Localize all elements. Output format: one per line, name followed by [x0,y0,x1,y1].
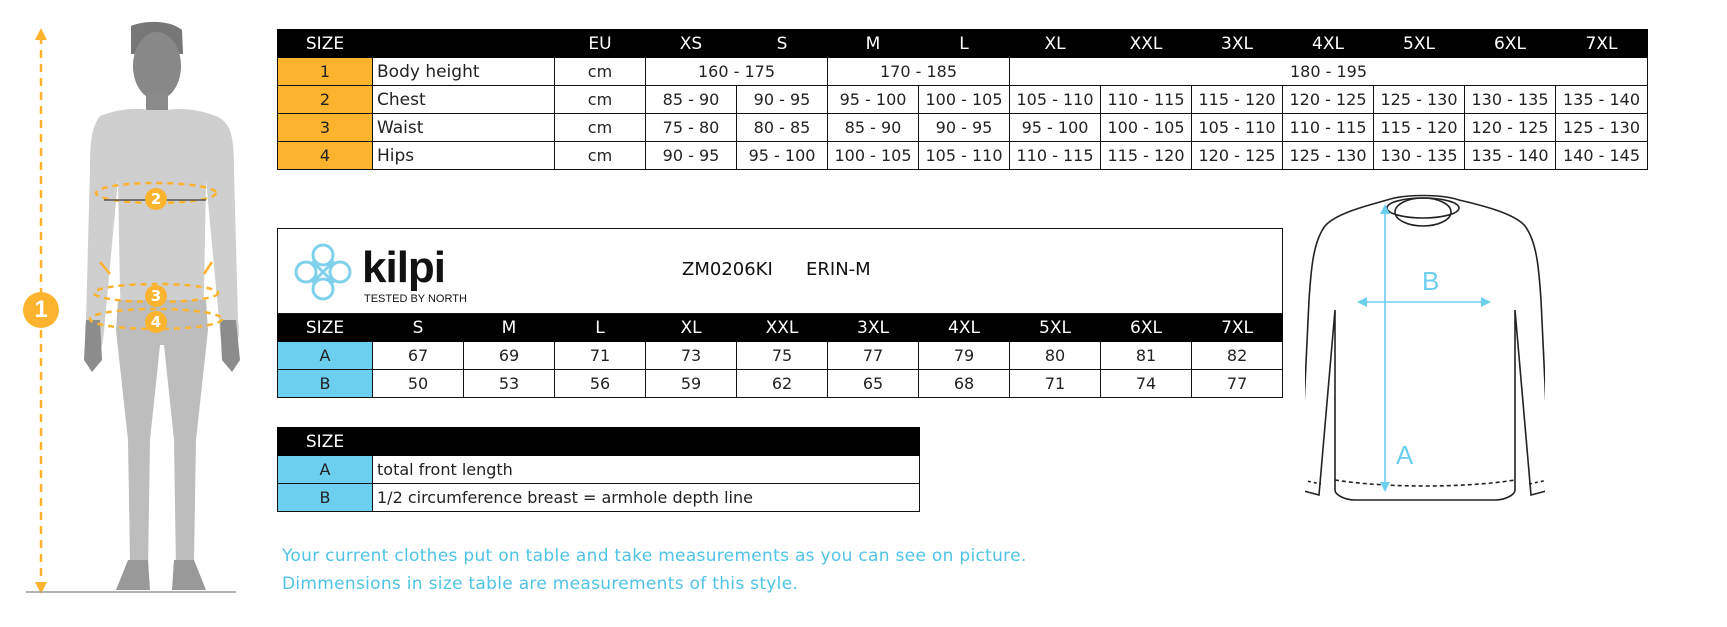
instruction-note: Your current clothes put on table and take measurements as you can see on picture. [282,546,1027,566]
table-cell: 81 [1101,342,1192,370]
table-cell: 74 [1101,370,1192,398]
height-marker: 1 [34,296,48,323]
table-row [278,86,1648,114]
table-cell: 75 [737,342,828,370]
row-unit: cm [555,58,646,86]
table-cell: 105 - 110 [1192,114,1283,142]
table-cell: 95 - 100 [1010,114,1101,142]
table-row [278,342,1283,370]
table-cell: 80 - 85 [737,114,828,142]
table-cell: 71 [1010,370,1101,398]
header-cell: EU [555,30,646,58]
table-cell: 120 - 125 [1192,142,1283,170]
product-size-table [277,228,1283,398]
row-label: A [278,342,373,370]
header-cell: SIZE [278,428,373,456]
table-cell: 73 [646,342,737,370]
table-cell: 100 - 105 [1101,114,1192,142]
measurement-legend-table [277,427,920,512]
row-label: A [278,456,373,484]
row-label: B [278,484,373,512]
header-cell [373,30,555,58]
table-cell: 130 - 135 [1465,86,1556,114]
table-cell: 120 - 125 [1465,114,1556,142]
table-cell: 67 [373,342,464,370]
product-name: ERIN-M [806,259,871,280]
header-cell: 3XL [828,314,919,342]
body-size-table [277,29,1648,170]
table-cell: 77 [1192,370,1283,398]
brand-name: kilpi [362,243,446,292]
table-row [278,114,1648,142]
kilpi-logo-icon [290,239,356,305]
row-label: Chest [373,86,555,114]
header-cell: XXL [737,314,828,342]
table-row [278,370,1283,398]
header-cell: M [464,314,555,342]
table-cell: 85 - 90 [828,114,919,142]
header-cell: SIZE [278,314,373,342]
header-cell: XL [1010,30,1101,58]
product-header-row [278,229,1283,314]
header-cell: 4XL [919,314,1010,342]
table-cell: 105 - 110 [919,142,1010,170]
table-cell: 56 [555,370,646,398]
row-label: B [278,370,373,398]
shirt-marker-b: B [1422,266,1440,296]
header-cell: L [555,314,646,342]
header-cell: XL [646,314,737,342]
table-cell: 100 - 105 [828,142,919,170]
header-cell: 4XL [1283,30,1374,58]
row-description: 1/2 circumference breast = armhole depth line [373,484,920,512]
table-cell: 69 [464,342,555,370]
row-unit: cm [555,114,646,142]
table-cell: 135 - 140 [1465,142,1556,170]
table-cell: 90 - 95 [919,114,1010,142]
body-table-header [278,30,1648,58]
table-cell: 140 - 145 [1556,142,1648,170]
table-cell: 115 - 120 [1101,142,1192,170]
header-cell: 7XL [1556,30,1648,58]
table-cell: 180 - 195 [1010,58,1648,86]
row-number: 2 [278,86,373,114]
shirt-measurement-sketch [1305,190,1545,515]
table-cell: 115 - 120 [1374,114,1465,142]
legend-header [278,428,920,456]
product-table-header [278,314,1283,342]
table-cell: 85 - 90 [646,86,737,114]
table-cell: 65 [828,370,919,398]
table-cell: 90 - 95 [737,86,828,114]
table-cell: 50 [373,370,464,398]
brand-tagline: TESTED BY NORTH [364,293,467,305]
header-cell: 7XL [1192,314,1283,342]
header-cell: XS [646,30,737,58]
table-cell: 80 [1010,342,1101,370]
table-cell: 125 - 130 [1374,86,1465,114]
table-row [278,58,1648,86]
table-cell: 105 - 110 [1010,86,1101,114]
instruction-note: Dimmensions in size table are measurements of this style. [282,574,799,594]
header-cell: 6XL [1101,314,1192,342]
table-cell: 130 - 135 [1374,142,1465,170]
table-cell: 110 - 115 [1283,114,1374,142]
shirt-marker-a: A [1396,440,1414,470]
header-cell: M [828,30,919,58]
table-row [278,456,920,484]
table-cell: 68 [919,370,1010,398]
row-number: 4 [278,142,373,170]
hips-marker: 4 [150,313,162,331]
table-cell: 59 [646,370,737,398]
row-label: Waist [373,114,555,142]
row-unit: cm [555,86,646,114]
chest-marker: 2 [150,190,162,208]
table-cell: 95 - 100 [737,142,828,170]
table-cell: 135 - 140 [1556,86,1648,114]
header-cell: S [373,314,464,342]
table-cell: 100 - 105 [919,86,1010,114]
table-cell: 82 [1192,342,1283,370]
header-cell: XXL [1101,30,1192,58]
table-cell: 95 - 100 [828,86,919,114]
row-description: total front length [373,456,920,484]
table-cell: 125 - 130 [1283,142,1374,170]
row-label: Body height [373,58,555,86]
product-code: ZM0206KI [682,259,773,280]
header-cell: 6XL [1465,30,1556,58]
table-row [278,142,1648,170]
row-number: 3 [278,114,373,142]
table-cell: 110 - 115 [1101,86,1192,114]
row-unit: cm [555,142,646,170]
header-cell: S [737,30,828,58]
header-cell: SIZE [278,30,373,58]
table-cell: 170 - 185 [828,58,1010,86]
table-cell: 71 [555,342,646,370]
table-cell: 75 - 80 [646,114,737,142]
table-cell: 125 - 130 [1556,114,1648,142]
table-row [278,484,920,512]
header-cell: 3XL [1192,30,1283,58]
table-cell: 77 [828,342,919,370]
header-cell: 5XL [1010,314,1101,342]
table-cell: 160 - 175 [646,58,828,86]
header-cell: 5XL [1374,30,1465,58]
table-cell: 115 - 120 [1192,86,1283,114]
table-cell: 62 [737,370,828,398]
table-cell: 120 - 125 [1283,86,1374,114]
row-label: Hips [373,142,555,170]
table-cell: 53 [464,370,555,398]
header-cell [373,428,920,456]
header-cell: L [919,30,1010,58]
waist-marker: 3 [150,287,162,305]
table-cell: 110 - 115 [1010,142,1101,170]
row-number: 1 [278,58,373,86]
table-cell: 90 - 95 [646,142,737,170]
table-cell: 79 [919,342,1010,370]
